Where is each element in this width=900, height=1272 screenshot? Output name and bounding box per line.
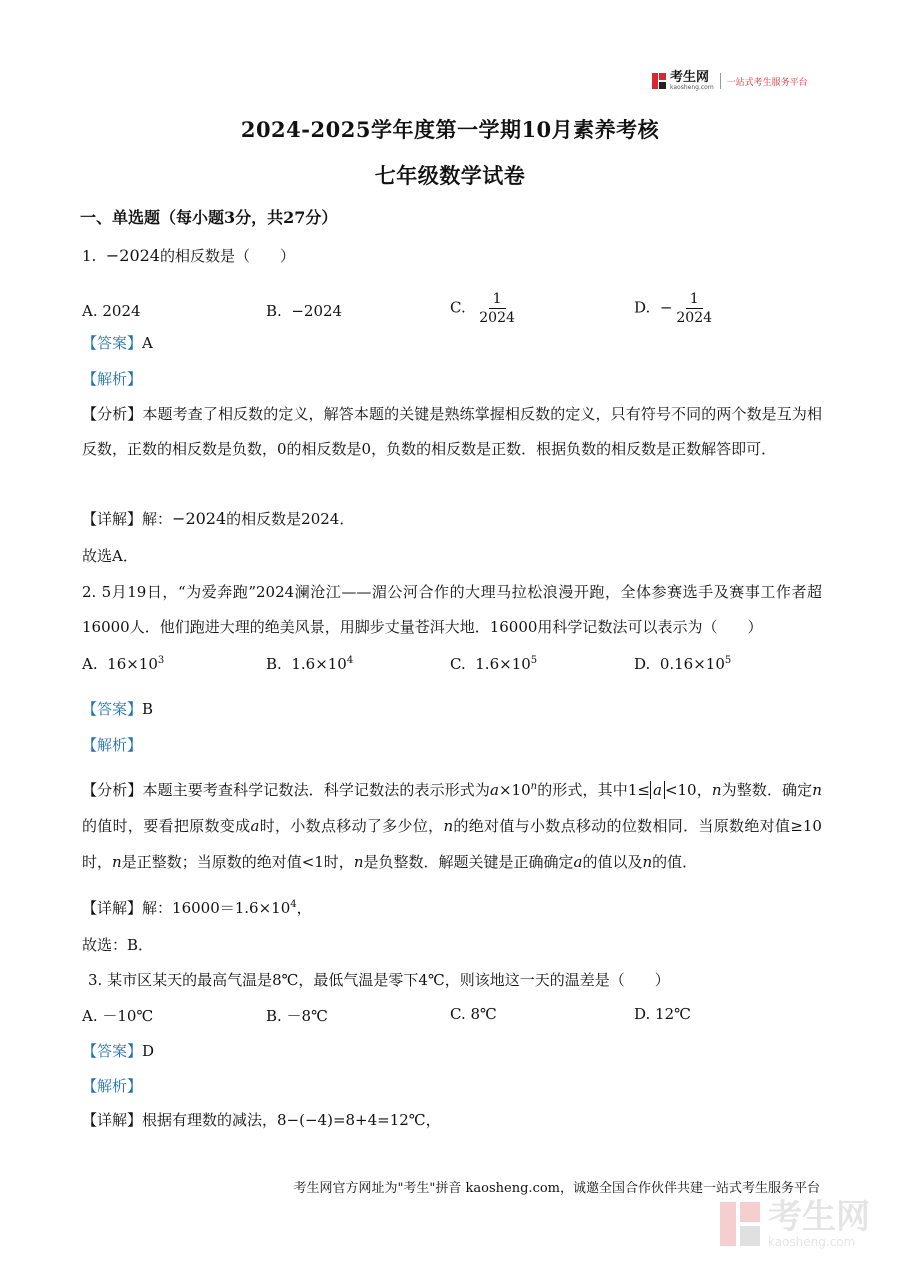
q3-stem: 3. 某市区某天的最高气温是8℃，最低气温是零下4℃，则该地这一天的温差是（ ） [88, 971, 670, 989]
q2-option-b: B. $1.6\times 10^4$ [266, 655, 354, 673]
q1-option-b: B. −2024 [266, 302, 343, 320]
q3-analysis-tag: 【解析】 [82, 1077, 143, 1095]
q1-option-d: D. − $\frac{1}{2024}$ [634, 291, 713, 326]
watermark [720, 1197, 870, 1249]
q1-conclusion: 故选A． [82, 547, 138, 565]
brand-logo-icon [652, 73, 666, 89]
q2-option-d: D. $0.16\times 10^5$ [634, 655, 732, 673]
q1-option-a: A. 2024 [82, 302, 141, 320]
q2-detail: 【详解】解：$16000=1.6\times 10^4$， [82, 899, 312, 917]
q1-stem: 1. −2024的相反数是（ ） [82, 246, 295, 265]
q2-option-a: A. $16\times 10^3$ [82, 655, 165, 673]
watermark-logo-icon [720, 1202, 760, 1246]
exam-subtitle: 七年级数学试卷 [374, 163, 526, 188]
header-logo [652, 70, 808, 92]
q1-detail: 【详解】解：−2024的相反数是2024． [82, 509, 355, 528]
logo-name: 考生网 [670, 70, 710, 85]
q3-options [82, 1005, 822, 1029]
watermark-url: kaosheng.com [768, 1235, 856, 1249]
exam-title: 2024-2025学年度第一学期10月素养考核 [240, 117, 660, 142]
q2-stem: 2. 5月19日，“为爱奔跑”2024澜沧江——湄公河合作的大理马拉松浪漫开跑，全体参赛选手及赛事工作者超16000人．他们跑进大理的绝美风景，用脚步丈量苍洱大地．16000用科学记数法可以表示为（ ） [82, 583, 822, 636]
q3-detail: 【详解】根据有理数的减法，8−(−4)=8+4=12℃， [82, 1111, 441, 1129]
q3-answer: 【答案】D [82, 1042, 155, 1060]
logo-slogan: 一站式考生服务平台 [726, 77, 808, 88]
section-heading: 一、单选题（每小题3分，共27分） [80, 208, 338, 227]
watermark-name: 考生网 [768, 1197, 870, 1237]
q3-option-b: B. －8℃ [266, 1007, 328, 1025]
q2-options [82, 655, 822, 685]
footer-text: 考生网官方网址为"考生"拼音 kaosheng.com，诚邀全国合作伙伴共建一站式考生服务平台 [293, 1181, 820, 1196]
q2-fenxi: 【分析】本题主要考查科学记数法．科学记数法的表示形式为$a\times 10^n$的形式，其中1≤ a <10，n为整数．确定n的值时，要看把原数变成a时，小数点移动了多少位，n的绝对值与小数点移动的位数相同．当原数绝对值≥10时，n是正整数；当原数的绝对值<1时，n是负整数．解题关键是正确确定a的值以及n的值． [82, 781, 822, 871]
q2-option-c: C. $1.6\times 10^5$ [450, 655, 538, 673]
q1-analysis-tag: 【解析】 [82, 370, 143, 388]
q2-analysis-tag: 【解析】 [82, 736, 143, 754]
q1-option-c: C. $\frac{1}{2024}$ [450, 291, 515, 326]
q2-conclusion: 故选：B． [82, 936, 154, 954]
q1-fenxi: 【分析】本题考查了相反数的定义，解答本题的关键是熟练掌握相反数的定义，只有符号不同的两个数是互为相反数，正数的相反数是负数，0的相反数是0，负数的相反数是正数．根据负数的相反数是正数解答即可． [82, 405, 822, 458]
logo-url: kaosheng.com [670, 84, 714, 91]
q3-option-c: C. 8℃ [450, 1005, 497, 1023]
q1-answer: 【答案】A [82, 334, 153, 352]
q3-option-d: D. 12℃ [634, 1005, 691, 1023]
q3-option-a: A. －10℃ [82, 1007, 154, 1025]
q1-options [82, 290, 822, 330]
q2-answer: 【答案】B [82, 700, 154, 718]
